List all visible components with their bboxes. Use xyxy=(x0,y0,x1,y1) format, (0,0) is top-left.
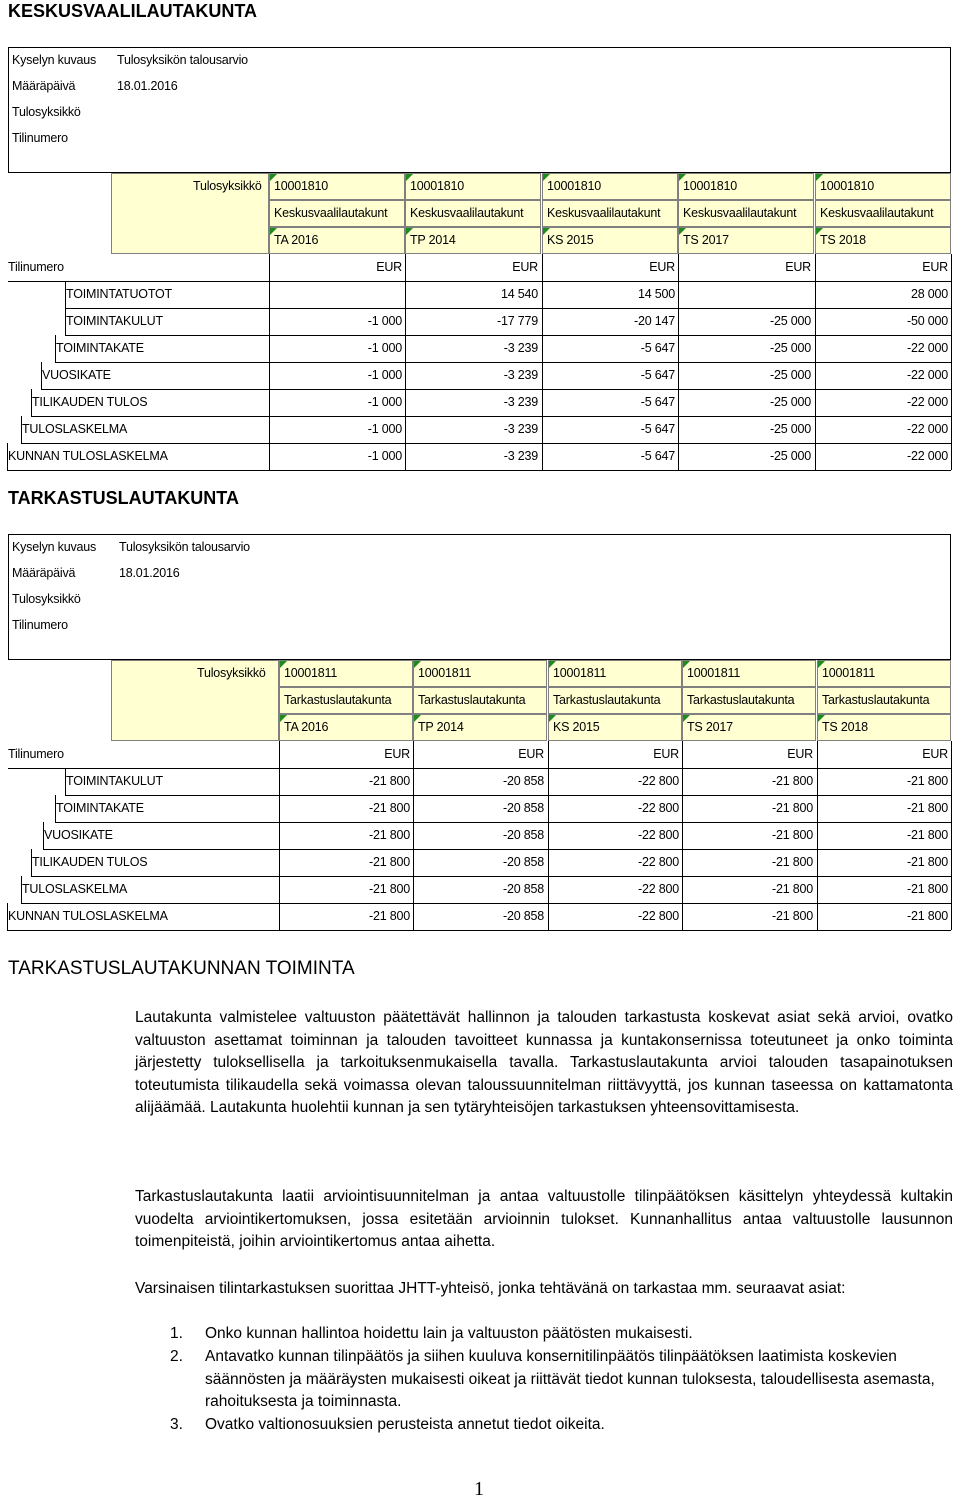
body-paragraph: Varsinaisen tilintarkastuksen suorittaa JHTT-yhteisö, jonka tehtävänä on tarkastaa mm. seuraavat asiat: xyxy=(135,1280,846,1297)
row-indent-line xyxy=(31,849,32,876)
row-divider xyxy=(8,281,951,282)
row-value: -21 800 xyxy=(369,882,410,896)
row-value: -20 147 xyxy=(634,314,675,328)
row-divider xyxy=(31,876,951,877)
column-divider xyxy=(269,254,270,470)
unit-name: Tarkastuslautakunta xyxy=(284,693,392,707)
row-value: -20 858 xyxy=(503,855,544,869)
row-value: -5 647 xyxy=(640,368,675,382)
row-value: -22 800 xyxy=(638,882,679,896)
row-value: -22 800 xyxy=(638,774,679,788)
row-value: -21 800 xyxy=(772,909,813,923)
row-value: -21 800 xyxy=(907,828,948,842)
row-indent-line xyxy=(43,822,44,849)
unit-code: 10001810 xyxy=(820,179,875,193)
unit-code: 10001811 xyxy=(822,666,876,680)
row-indent-line xyxy=(65,768,66,795)
unit-code: 10001811 xyxy=(553,666,607,680)
query-description-value: Tulosyksikön talousarvio xyxy=(119,540,250,554)
row-value: -21 800 xyxy=(772,855,813,869)
row-value: -22 800 xyxy=(638,855,679,869)
row-label: VUOSIKATE xyxy=(42,368,111,382)
page-number: 1 xyxy=(474,1478,484,1500)
unit-name: Tarkastuslautakunta xyxy=(418,693,526,707)
row-value: -25 000 xyxy=(770,368,811,382)
period-label: TA 2016 xyxy=(284,720,329,734)
row-value: -21 800 xyxy=(907,882,948,896)
row-value: -21 800 xyxy=(772,774,813,788)
column-divider xyxy=(682,741,683,930)
unit-code: 10001811 xyxy=(418,666,472,680)
row-indent-line xyxy=(21,416,22,443)
query-description-label: Kyselyn kuvaus xyxy=(12,53,97,67)
section-heading: TARKASTUSLAUTAKUNNAN TOIMINTA xyxy=(8,958,355,979)
row-value: -25 000 xyxy=(770,395,811,409)
column-divider xyxy=(815,254,816,470)
list-text: Onko kunnan hallintoa hoidettu lain ja valtuuston päätösten mukaisesti. xyxy=(205,1325,693,1342)
column-divider xyxy=(405,254,406,470)
currency-label: EUR xyxy=(922,260,948,274)
unit-code: 10001810 xyxy=(547,179,602,193)
row-value: -22 000 xyxy=(907,395,948,409)
row-label: TULOSLASKELMA xyxy=(22,882,128,896)
account-number-label: Tilinumero xyxy=(12,618,68,632)
row-value: -3 239 xyxy=(503,341,538,355)
row-divider xyxy=(8,768,951,769)
row-divider xyxy=(7,930,951,931)
row-value: -3 239 xyxy=(503,395,538,409)
unit-code: 10001810 xyxy=(683,179,738,193)
row-value: -20 858 xyxy=(503,909,544,923)
period-label: KS 2015 xyxy=(547,233,594,247)
row-value: -21 800 xyxy=(369,801,410,815)
row-indent-line xyxy=(65,281,66,308)
row-value: -17 779 xyxy=(497,314,538,328)
body-paragraph: Lautakunta valmistelee valtuuston päätettävät hallinnon ja talouden tarkastusta koskevat asiat sekä arvioi, ovatko valtuuston asettamat toiminnan ja talouden tavoitteet kunnassa ja kuntakonsernissa toteutuneet ja onko toiminta järjestetty tuloksellisella ja tarkoituksenmukaisella tavalla. Tarkastuslautakunta arvioi talouden tasapainotuksen toteutumista tilikaudella sekä voimassa olevan taloussuunnitelman riittävyyttä, jos kunnan taseessa on kattamatonta alijäämää. Lautakunta huolehtii kunnan ja sen tytäryhteisöjen tarkastuksen yhteensovittamisesta. xyxy=(135,1009,953,1116)
due-date-label: Määräpäivä xyxy=(12,566,76,580)
row-value: -21 800 xyxy=(369,828,410,842)
due-date-label: Määräpäivä xyxy=(12,79,76,93)
row-divider xyxy=(43,849,951,850)
period-label: KS 2015 xyxy=(553,720,600,734)
unit-name: Keskusvaalilautakunt xyxy=(410,206,524,220)
list-number: 2. xyxy=(170,1348,183,1365)
period-label: TP 2014 xyxy=(410,233,456,247)
row-value: -22 000 xyxy=(907,449,948,463)
unit-name: Keskusvaalilautakunt xyxy=(547,206,661,220)
row-label: TOIMINTAKULUT xyxy=(66,774,163,788)
currency-label: EUR xyxy=(376,260,402,274)
unit-name: Keskusvaalilautakunt xyxy=(683,206,797,220)
row-value: 14 540 xyxy=(500,287,538,301)
account-number-header: Tilinumero xyxy=(8,747,64,761)
query-description-value: Tulosyksikön talousarvio xyxy=(117,53,248,67)
unit-name: Keskusvaalilautakunt xyxy=(274,206,388,220)
row-value: -20 858 xyxy=(503,882,544,896)
row-value: -22 800 xyxy=(638,828,679,842)
row-indent-line xyxy=(65,308,66,335)
row-value: -1 000 xyxy=(367,314,402,328)
list-text: Antavatko kunnan tilinpäätös ja siihen kuuluva konsernitilinpäätös tilinpäätöksen laatimista koskevien säännösten ja määräysten mukaisesti oikeat ja riittävät tiedot kunnan tuloksesta, taloudellisesta asemasta, rahoituksesta ja toiminnasta. xyxy=(205,1348,935,1410)
row-divider xyxy=(65,335,951,336)
result-unit-label: Tulosyksikkö xyxy=(12,105,81,119)
unit-code: 10001810 xyxy=(274,179,329,193)
column-divider xyxy=(279,741,280,930)
row-indent-line xyxy=(7,443,8,470)
unit-code: 10001810 xyxy=(410,179,465,193)
currency-label: EUR xyxy=(785,260,811,274)
row-value: -21 800 xyxy=(369,909,410,923)
period-label: TS 2018 xyxy=(822,720,868,734)
row-value: -21 800 xyxy=(369,774,410,788)
currency-label: EUR xyxy=(512,260,538,274)
row-value: -22 000 xyxy=(907,341,948,355)
column-divider xyxy=(951,254,952,470)
row-value: -21 800 xyxy=(772,882,813,896)
period-label: TS 2018 xyxy=(820,233,866,247)
row-value: -20 858 xyxy=(503,801,544,815)
row-indent-line xyxy=(31,389,32,416)
row-divider xyxy=(7,470,951,471)
period-label: TA 2016 xyxy=(274,233,319,247)
column-divider xyxy=(548,741,549,930)
unit-name: Keskusvaalilautakunt xyxy=(820,206,934,220)
list-text: Ovatko valtionosuuksien perusteista annetut tiedot oikeita. xyxy=(205,1416,605,1433)
row-value: -5 647 xyxy=(640,341,675,355)
query-description-label: Kyselyn kuvaus xyxy=(12,540,97,554)
row-value: -50 000 xyxy=(907,314,948,328)
due-date-value: 18.01.2016 xyxy=(119,566,180,580)
row-label: TULOSLASKELMA xyxy=(22,422,128,436)
row-value: -21 800 xyxy=(772,801,813,815)
body-paragraph: Tarkastuslautakunta laatii arviointisuunnitelman ja antaa valtuustolle tilinpäätöksen käsittelyn yhteydessä kultakin vuodelta arviointikertomuksen, jossa esitetään arvioinnin tulokset. Kunnanhallitus antaa valtuustolle lausunnon toimenpiteistä, joihin arviointikertomus antaa aihetta. xyxy=(135,1188,953,1250)
row-value: -5 647 xyxy=(640,395,675,409)
list-number: 1. xyxy=(170,1325,183,1342)
row-value: 14 500 xyxy=(637,287,675,301)
row-value: -21 800 xyxy=(907,801,948,815)
unit-name: Tarkastuslautakunta xyxy=(687,693,795,707)
row-divider xyxy=(31,416,951,417)
row-value: -21 800 xyxy=(907,909,948,923)
row-value: -21 800 xyxy=(907,774,948,788)
row-value: -1 000 xyxy=(367,395,402,409)
period-label: TS 2017 xyxy=(687,720,733,734)
row-value: -3 239 xyxy=(503,422,538,436)
row-label: TILIKAUDEN TULOS xyxy=(32,855,148,869)
currency-label: EUR xyxy=(922,747,948,761)
period-label: TS 2017 xyxy=(683,233,729,247)
currency-label: EUR xyxy=(653,747,679,761)
row-value: -21 800 xyxy=(369,855,410,869)
unit-name: Tarkastuslautakunta xyxy=(553,693,661,707)
row-divider xyxy=(21,443,951,444)
row-value: -1 000 xyxy=(367,422,402,436)
row-value: -1 000 xyxy=(367,368,402,382)
currency-label: EUR xyxy=(787,747,813,761)
row-value: -5 647 xyxy=(640,422,675,436)
row-label: KUNNAN TULOSLASKELMA xyxy=(8,909,168,923)
row-value: -1 000 xyxy=(367,341,402,355)
row-value: -22 000 xyxy=(907,368,948,382)
result-unit-label: Tulosyksikkö xyxy=(12,592,81,606)
row-indent-line xyxy=(7,903,8,930)
account-number-header: Tilinumero xyxy=(8,260,64,274)
row-label: TILIKAUDEN TULOS xyxy=(32,395,148,409)
row-value: -3 239 xyxy=(503,368,538,382)
column-divider xyxy=(413,741,414,930)
currency-label: EUR xyxy=(649,260,675,274)
column-divider xyxy=(678,254,679,470)
column-divider xyxy=(951,741,952,930)
row-value: -21 800 xyxy=(772,828,813,842)
row-label: VUOSIKATE xyxy=(44,828,113,842)
row-divider xyxy=(65,795,951,796)
row-value: -25 000 xyxy=(770,449,811,463)
period-label: TP 2014 xyxy=(418,720,464,734)
row-value: -3 239 xyxy=(503,449,538,463)
row-divider xyxy=(55,362,951,363)
unit-code: 10001811 xyxy=(284,666,338,680)
row-indent-line xyxy=(55,795,56,822)
currency-label: EUR xyxy=(384,747,410,761)
row-value: -22 000 xyxy=(907,422,948,436)
row-label: TOIMINTAKULUT xyxy=(66,314,163,328)
section-heading: KESKUSVAALILAUTAKUNTA xyxy=(8,1,257,21)
account-number-label: Tilinumero xyxy=(12,131,68,145)
row-label: TOIMINTAKATE xyxy=(56,801,144,815)
row-label: TOIMINTAKATE xyxy=(56,341,144,355)
row-label: TOIMINTATUOTOT xyxy=(66,287,172,301)
row-value: -25 000 xyxy=(770,341,811,355)
row-value: -25 000 xyxy=(770,422,811,436)
row-divider xyxy=(21,903,951,904)
currency-label: EUR xyxy=(518,747,544,761)
due-date-value: 18.01.2016 xyxy=(117,79,178,93)
row-indent-line xyxy=(41,362,42,389)
row-value: -22 800 xyxy=(638,909,679,923)
column-divider xyxy=(542,254,543,470)
row-indent-line xyxy=(21,876,22,903)
result-unit-header: Tulosyksikkö xyxy=(197,666,266,680)
row-value: 28 000 xyxy=(910,287,948,301)
row-value: -20 858 xyxy=(503,828,544,842)
row-value: -22 800 xyxy=(638,801,679,815)
row-value: -5 647 xyxy=(640,449,675,463)
row-value: -21 800 xyxy=(907,855,948,869)
result-unit-header: Tulosyksikkö xyxy=(193,179,262,193)
unit-code: 10001811 xyxy=(687,666,741,680)
column-divider xyxy=(817,741,818,930)
section-heading: TARKASTUSLAUTAKUNTA xyxy=(8,488,239,508)
row-label: KUNNAN TULOSLASKELMA xyxy=(8,449,168,463)
row-value: -25 000 xyxy=(770,314,811,328)
list-number: 3. xyxy=(170,1416,183,1433)
row-divider xyxy=(65,308,951,309)
row-value: -20 858 xyxy=(503,774,544,788)
unit-name: Tarkastuslautakunta xyxy=(822,693,930,707)
row-indent-line xyxy=(55,335,56,362)
row-value: -1 000 xyxy=(367,449,402,463)
